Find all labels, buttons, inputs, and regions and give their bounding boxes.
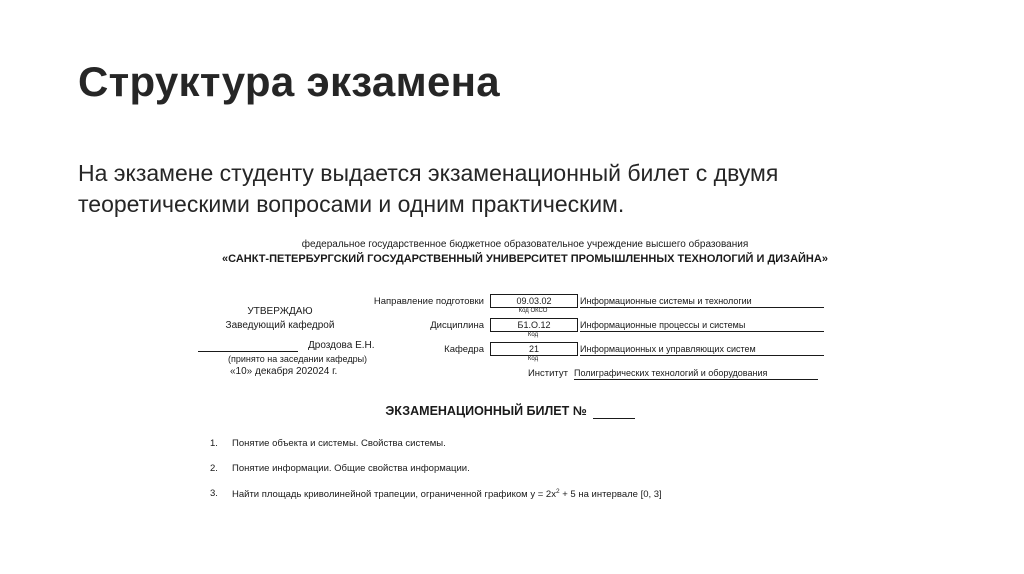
department-code: 21: [490, 342, 578, 356]
ticket-title: [290, 404, 730, 419]
question-3-text: [232, 488, 662, 500]
approval-date: «10» декабря 202024 г.: [230, 366, 338, 377]
question-1-number: 1.: [210, 438, 218, 449]
discipline-label: Дисциплина: [430, 320, 484, 331]
direction-label: Направление подготовки: [373, 296, 484, 307]
question-2-text: Понятие информации. Общие свойства информации.: [232, 463, 470, 474]
department-label: Кафедра: [444, 344, 484, 355]
direction-code-caption: Код ОКСО: [518, 308, 548, 314]
question-2-number: 2.: [210, 463, 218, 474]
university-name: «САНКТ-ПЕТЕРБУРГСКИЙ ГОСУДАРСТВЕННЫЙ УНИВЕРСИТЕТ ПРОМЫШЛЕННЫХ ТЕХНОЛОГИЙ И ДИЗАЙНА»: [222, 253, 828, 265]
question-1-text: Понятие объекта и системы. Свойства системы.: [232, 438, 446, 449]
department-value: Информационных и управляющих систем: [580, 344, 824, 356]
department-code-caption: Код: [527, 356, 539, 362]
question-3-text-after: + 5 на интервале [0, 3]: [559, 489, 662, 501]
head-of-department-label: Заведующий кафедрой: [225, 320, 335, 331]
discipline-code-caption: Код: [527, 332, 539, 338]
ticket-number-blank: [593, 404, 635, 419]
body-line-2: теоретическими вопросами и одним практическим.: [78, 191, 625, 217]
page-title: Структура экзамена: [78, 58, 500, 105]
approve-label: УТВЕРЖДАЮ: [247, 306, 313, 317]
signer-name: Дроздова Е.Н.: [308, 340, 375, 351]
question-3-exponent: 2: [555, 488, 560, 495]
institute-label: Институт: [527, 368, 568, 379]
discipline-value: Информационные процессы и системы: [580, 320, 824, 332]
discipline-code: Б1.О.12: [490, 318, 578, 332]
meeting-note: (принято на заседании кафедры): [228, 354, 368, 364]
ticket-title-text: ЭКЗАМЕНАЦИОННЫЙ БИЛЕТ №: [385, 404, 587, 418]
question-3-number: 3.: [210, 488, 218, 499]
signature-line: [198, 351, 298, 352]
body-line-1: На экзамене студенту выдается экзаменационный билет с двумя: [78, 160, 779, 186]
direction-code: 09.03.02: [490, 294, 578, 308]
org-type: федеральное государственное бюджетное образовательное учреждение высшего образования: [301, 239, 749, 250]
institute-value: Полиграфических технологий и оборудования: [574, 368, 818, 380]
question-3-text-before: Найти площадь криволинейной трапеции, ограниченной графиком y = 2x: [232, 489, 556, 501]
direction-value: Информационные системы и технологии: [580, 296, 824, 308]
